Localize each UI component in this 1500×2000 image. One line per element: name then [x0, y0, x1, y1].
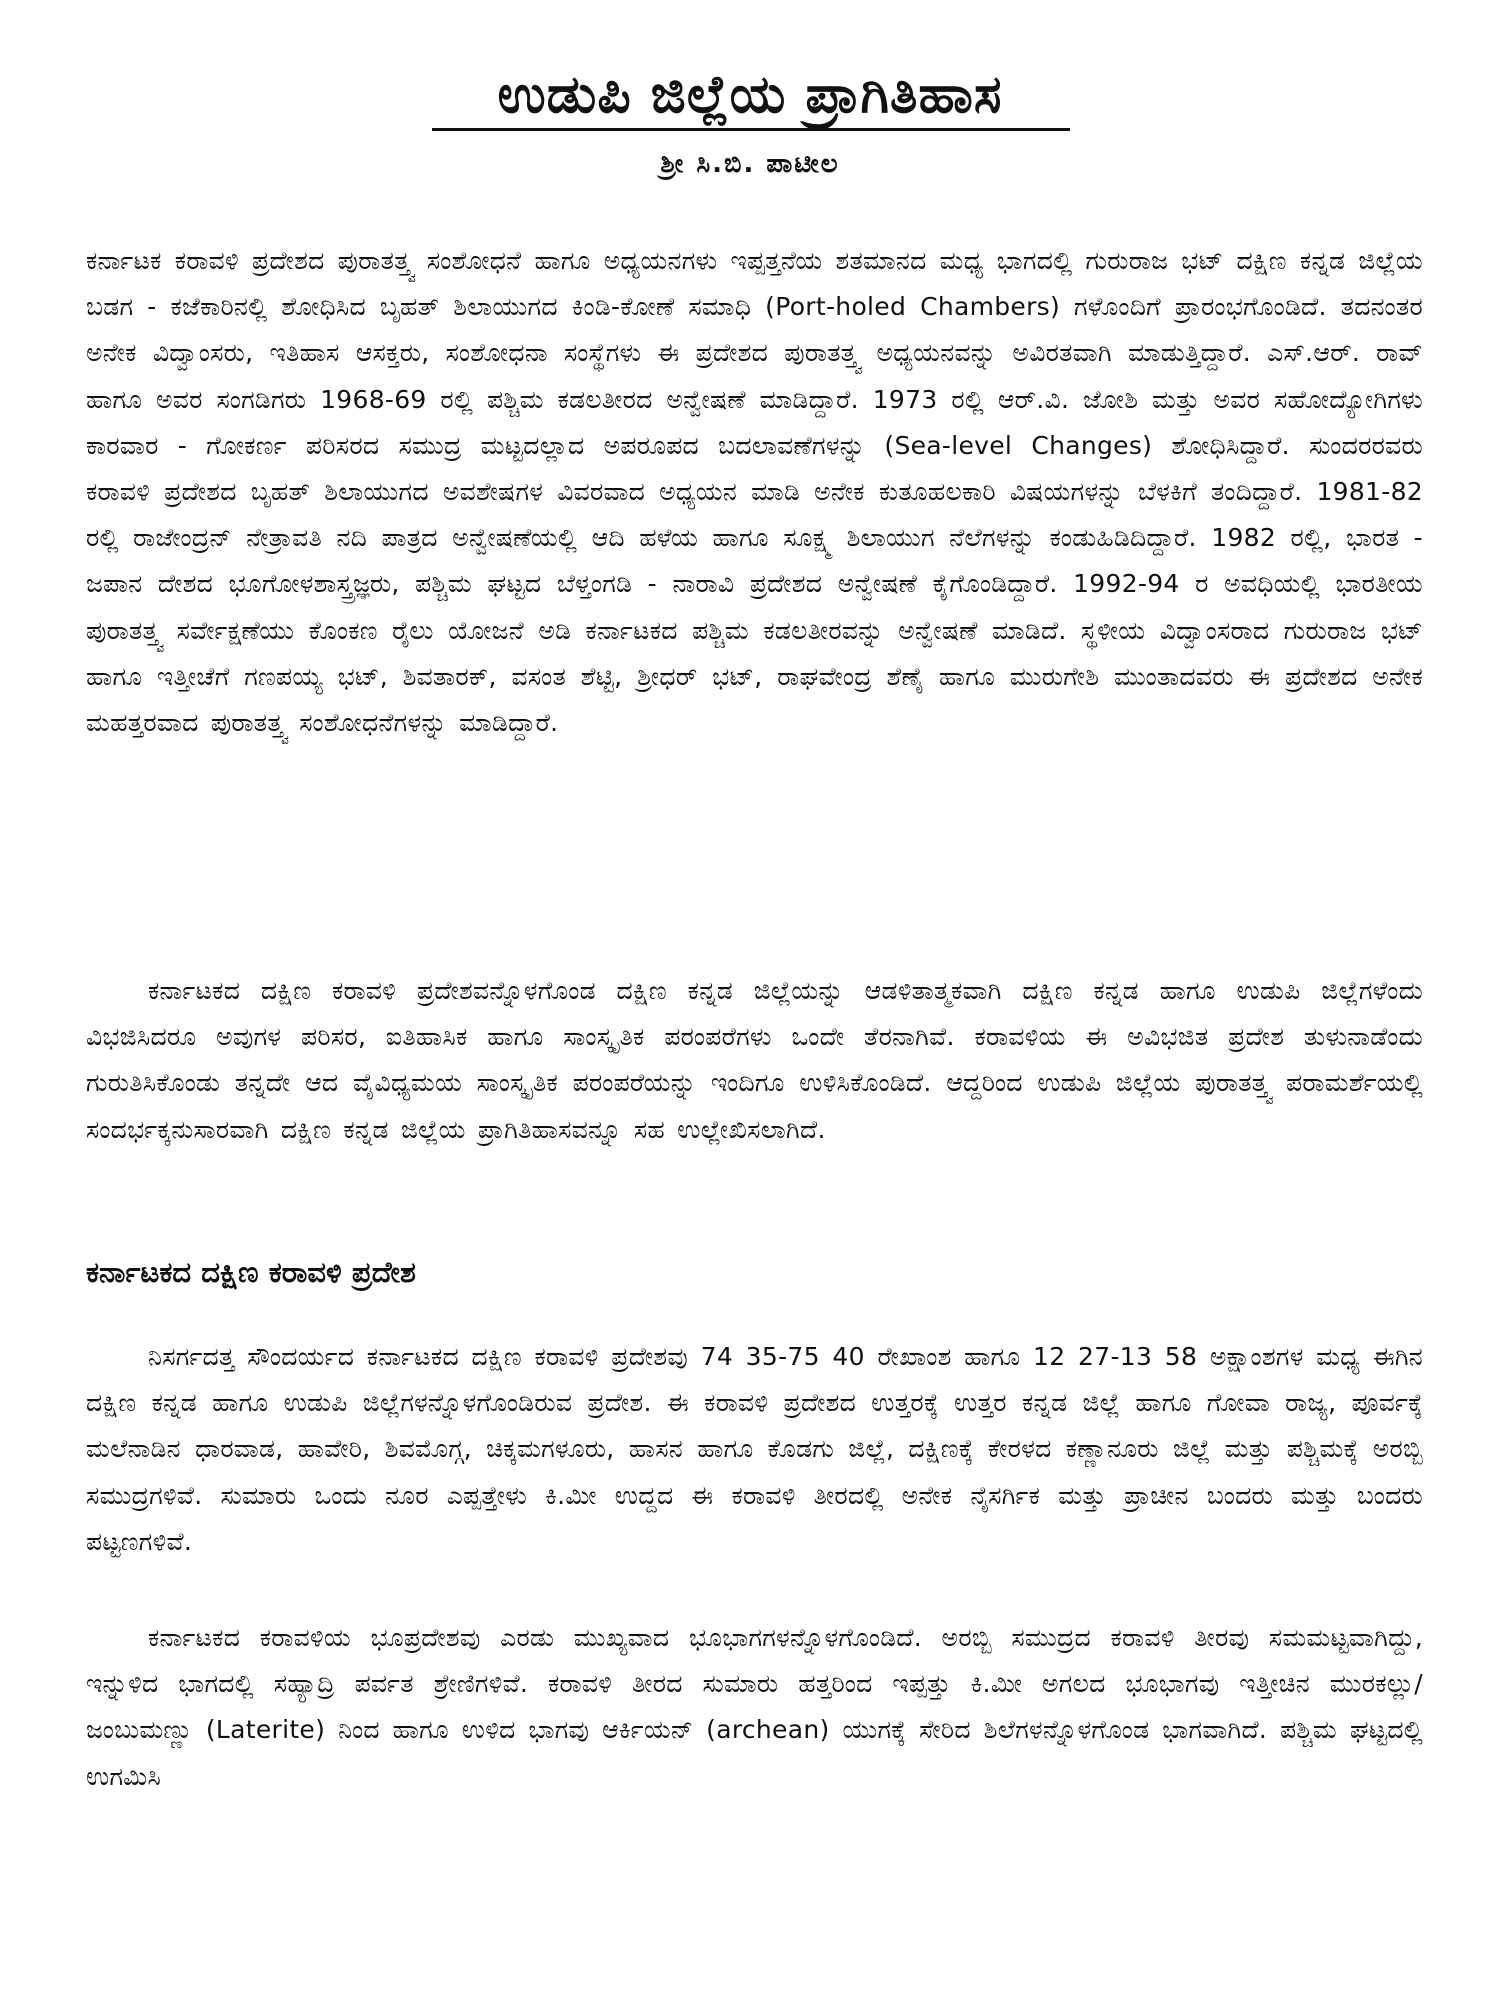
- author-name: ಶ್ರೀ ಸಿ.ಬಿ. ಪಾಟೀಲ: [660, 149, 840, 179]
- intro-paragraph-1: ಕರ್ನಾಟಕ ಕರಾವಳಿ ಪ್ರದೇಶದ ಪುರಾತತ್ತ್ವ ಸಂಶೋಧನೆ ಹಾಗೂ ಅಧ್ಯಯನಗಳು ಇಪ್ಪತ್ತನೆಯ ಶತಮಾನದ ಮಧ್ಯ ಭಾಗದಲ್ಲಿ ಗುರುರಾಜ ಭಟ್ ದಕ್ಷಿಣ ಕನ್ನಡ ಜಿಲ್ಲೆಯ ಬಡಗ - ಕಜೆಕಾರಿನಲ್ಲಿ ಶೋಧಿಸಿದ ಬೃಹತ್ ಶಿಲಾಯುಗದ ಕಿಂಡಿ-ಕೋಣೆ ಸಮಾಧಿ (Port-holed Chambers) ಗಳೊಂದಿಗೆ ಪ್ರಾರಂಭಗೊಂಡಿದೆ. ತದನಂತರ ಅನೇಕ ವಿದ್ವಾಂಸರು, ಇತಿಹಾಸ ಆಸಕ್ತರು, ಸಂಶೋಧನಾ ಸಂಸ್ಥೆಗಳು ಈ ಪ್ರದೇಶದ ಪುರಾತತ್ತ್ವ ಅಧ್ಯಯನವನ್ನು ಅವಿರತವಾಗಿ ಮಾಡುತ್ತಿದ್ದಾರೆ. ಎಸ್.ಆರ್. ರಾವ್ ಹಾಗೂ ಅವರ ಸಂಗಡಿಗರು 1968-69 ರಲ್ಲಿ ಪಶ್ಚಿಮ ಕಡಲತೀರದ ಅನ್ವೇಷಣೆ ಮಾಡಿದ್ದಾರೆ. 1973 ರಲ್ಲಿ ಆರ್.ವಿ. ಜೋಶಿ ಮತ್ತು ಅವರ ಸಹೋದ್ಯೋಗಿಗಳು ಕಾರವಾರ - ಗೋಕರ್ಣ ಪರಿಸರದ ಸಮುದ್ರ ಮಟ್ಟದಲ್ಲಾದ ಅಪರೂಪದ ಬದಲಾವಣೆಗಳನ್ನು (Sea-level Changes) ಶೋಧಿಸಿದ್ದಾರೆ. ಸುಂದರರವರು ಕರಾವಳಿ ಪ್ರದೇಶದ ಬೃಹತ್ ಶಿಲಾಯುಗದ ಅವಶೇಷಗಳ ವಿವರವಾದ ಅಧ್ಯಯನ ಮಾಡಿ ಅನೇಕ ಕುತೂಹಲಕಾರಿ ವಿಷಯಗಳನ್ನು ಬೆಳಕಿಗೆ ತಂದಿದ್ದಾರೆ. 1981-82 ರಲ್ಲಿ ರಾಜೇಂದ್ರನ್ ನೇತ್ರಾವತಿ ನದಿ ಪಾತ್ರದ ಅನ್ವೇಷಣೆಯಲ್ಲಿ ಆದಿ ಹಳೆಯ ಹಾಗೂ ಸೂಕ್ಷ್ಮ ಶಿಲಾಯುಗ ನೆಲೆಗಳನ್ನು ಕಂಡುಹಿಡಿದಿದ್ದಾರೆ. 1982 ರಲ್ಲಿ, ಭಾರತ - ಜಪಾನ ದೇಶದ ಭೂಗೋಳಶಾಸ್ತ್ರಜ್ಞರು, ಪಶ್ಚಿಮ ಘಟ್ಟದ ಬೆಳ್ತಂಗಡಿ - ನಾರಾವಿ ಪ್ರದೇಶದ ಅನ್ವೇಷಣೆ ಕೈಗೊಂಡಿದ್ದಾರೆ. 1992-94 ರ ಅವಧಿಯಲ್ಲಿ ಭಾರತೀಯ ಪುರಾತತ್ತ್ವ ಸರ್ವೇಕ್ಷಣೆಯು ಕೊಂಕಣ ರೈಲು ಯೋಜನೆ ಅಡಿ ಕರ್ನಾಟಕದ ಪಶ್ಚಿಮ ಕಡಲತೀರವನ್ನು ಅನ್ವೇಷಣೆ ಮಾಡಿದೆ. ಸ್ಥಳೀಯ ವಿದ್ವಾಂಸರಾದ ಗುರುರಾಜ ಭಟ್ ಹಾಗೂ ಇತ್ತೀಚೆಗೆ ಗಣಪಯ್ಯ ಭಟ್, ಶಿವತಾರಕ್, ವಸಂತ ಶೆಟ್ಟಿ, ಶ್ರೀಧರ್ ಭಟ್, ರಾಘವೇಂದ್ರ ಶೆಣೈ ಹಾಗೂ ಮುರುಗೇಶಿ ಮುಂತಾದವರು ಈ ಪ್ರದೇಶದ ಅನೇಕ ಮಹತ್ತರವಾದ ಪುರಾತತ್ತ್ವ ಸಂಶೋಧನೆಗಳನ್ನು ಮಾಡಿದ್ದಾರೆ.: [86, 246, 1423, 738]
- section-paragraph-2: ಕರ್ನಾಟಕದ ಕರಾವಳಿಯ ಭೂಪ್ರದೇಶವು ಎರಡು ಮುಖ್ಯವಾದ ಭೂಭಾಗಗಳನ್ನೊಳಗೊಂಡಿದೆ. ಅರಬ್ಬಿ ಸಮುದ್ರದ ಕರಾವಳಿ ತೀರವು ಸಮಮಟ್ಟವಾಗಿದ್ದು, ಇನ್ನುಳಿದ ಭಾಗದಲ್ಲಿ ಸಹ್ಯಾದ್ರಿ ಪರ್ವತ ಶ್ರೇಣಿಗಳಿವೆ. ಕರಾವಳಿ ತೀರದ ಸುಮಾರು ಹತ್ತರಿಂದ ಇಪ್ಪತ್ತು ಕಿ.ಮೀ ಅಗಲದ ಭೂಭಾಗವು ಇತ್ತೀಚಿನ ಮುರಕಲ್ಲು/ ಜಂಬುಮಣ್ಣು (Laterite) ನಿಂದ ಹಾಗೂ ಉಳಿದ ಭಾಗವು ಆರ್ಕಿಯನ್ (archean) ಯುಗಕ್ಕೆ ಸೇರಿದ ಶಿಲೆಗಳನ್ನೊಳಗೊಂಡ ಭಾಗವಾಗಿದೆ. ಪಶ್ಚಿಮ ಘಟ್ಟದಲ್ಲಿ ಉಗಮಿಸಿ: [86, 1623, 1423, 1791]
- intro-paragraph-2: ಕರ್ನಾಟಕದ ದಕ್ಷಿಣ ಕರಾವಳಿ ಪ್ರದೇಶವನ್ನೊಳಗೊಂಡ ದಕ್ಷಿಣ ಕನ್ನಡ ಜಿಲ್ಲೆಯನ್ನು ಆಡಳಿತಾತ್ಮಕವಾಗಿ ದಕ್ಷಿಣ ಕನ್ನಡ ಹಾಗೂ ಉಡುಪಿ ಜಿಲ್ಲೆಗಳೆಂದು ವಿಭಜಿಸಿದರೂ ಅವುಗಳ ಪರಿಸರ, ಐತಿಹಾಸಿಕ ಹಾಗೂ ಸಾಂಸ್ಕೃತಿಕ ಪರಂಪರೆಗಳು ಒಂದೇ ತೆರನಾಗಿವೆ. ಕರಾವಳಿಯ ಈ ಅವಿಭಜಿತ ಪ್ರದೇಶ ತುಳುನಾಡೆಂದು ಗುರುತಿಸಿಕೊಂಡು ತನ್ನದೇ ಆದ ವೈವಿಧ್ಯಮಯ ಸಾಂಸ್ಕೃತಿಕ ಪರಂಪರೆಯನ್ನು ಇಂದಿಗೂ ಉಳಿಸಿಕೊಂಡಿದೆ. ಆದ್ದರಿಂದ ಉಡುಪಿ ಜಿಲ್ಲೆಯ ಪುರಾತತ್ತ್ವ ಪರಾಮರ್ಶೆಯಲ್ಲಿ ಸಂದರ್ಭಕ್ಕನುಸಾರವಾಗಿ ದಕ್ಷಿಣ ಕನ್ನಡ ಜಿಲ್ಲೆಯ ಪ್ರಾಗಿತಿಹಾಸವನ್ನೂ ಸಹ ಉಲ್ಲೇಖಿಸಲಾಗಿದೆ.: [86, 976, 1423, 1144]
- page-title: ಉಡುಪಿ ಜಿಲ್ಲೆಯ ಪ್ರಾಗಿತಿಹಾಸ: [497, 65, 1003, 125]
- section-paragraph-1: ನಿಸರ್ಗದತ್ತ ಸೌಂದರ್ಯದ ಕರ್ನಾಟಕದ ದಕ್ಷಿಣ ಕರಾವಳಿ ಪ್ರದೇಶವು 74 35-75 40 ರೇಖಾಂಶ ಹಾಗೂ 12 27-13 58 ಅಕ್ಷಾಂಶಗಳ ಮಧ್ಯ ಈಗಿನ ದಕ್ಷಿಣ ಕನ್ನಡ ಹಾಗೂ ಉಡುಪಿ ಜಿಲ್ಲೆಗಳನ್ನೊಳಗೊಂಡಿರುವ ಪ್ರದೇಶ. ಈ ಕರಾವಳಿ ಪ್ರದೇಶದ ಉತ್ತರಕ್ಕೆ ಉತ್ತರ ಕನ್ನಡ ಜಿಲ್ಲೆ ಹಾಗೂ ಗೋವಾ ರಾಜ್ಯ, ಪೂರ್ವಕ್ಕೆ ಮಲೆನಾಡಿನ ಧಾರವಾಡ, ಹಾವೇರಿ, ಶಿವಮೊಗ್ಗ, ಚಿಕ್ಕಮಗಳೂರು, ಹಾಸನ ಹಾಗೂ ಕೊಡಗು ಜಿಲ್ಲೆ, ದಕ್ಷಿಣಕ್ಕೆ ಕೇರಳದ ಕಣ್ಣಾನೂರು ಜಿಲ್ಲೆ ಮತ್ತು ಪಶ್ಚಿಮಕ್ಕೆ ಅರಬ್ಬಿ ಸಮುದ್ರಗಳಿವೆ. ಸುಮಾರು ಒಂದು ನೂರ ಎಪ್ಪತ್ತೇಳು ಕಿ.ಮೀ ಉದ್ದದ ಈ ಕರಾವಳಿ ತೀರದಲ್ಲಿ ಅನೇಕ ನೈಸರ್ಗಿಕ ಮತ್ತು ಪ್ರಾಚೀನ ಬಂದರು ಮತ್ತು ಬಂದರು ಪಟ್ಟಣಗಳಿವೆ.: [86, 1342, 1423, 1556]
- title-underline: [432, 128, 1070, 131]
- section-heading: ಕರ್ನಾಟಕದ ದಕ್ಷಿಣ ಕರಾವಳಿ ಪ್ರದೇಶ: [86, 1255, 416, 1289]
